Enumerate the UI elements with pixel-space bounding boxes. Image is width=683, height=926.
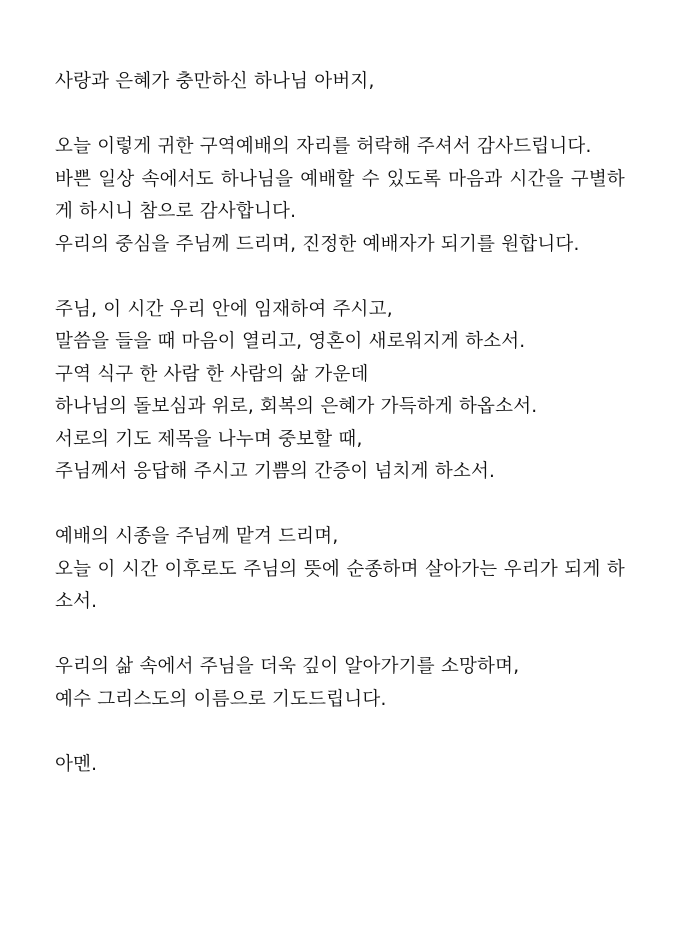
prayer-line: 우리의 삶 속에서 주님을 더욱 깊이 알아가기를 소망하며, <box>55 656 520 677</box>
prayer-line: 주님, 이 시간 우리 안에 임재하여 주시고, <box>55 298 393 320</box>
prayer-document <box>55 66 625 814</box>
prayer-line: 우리의 중심을 주님께 드리며, 진정한 예배자가 되기를 원합니다. <box>55 233 580 255</box>
prayer-line: 오늘 이 시간 이후로도 주님의 뜻에 순종하며 살아가는 우리가 되게 하소서. <box>55 558 625 612</box>
prayer-line: 서로의 기도 제목을 나누며 중보할 때, <box>55 428 363 450</box>
prayer-paragraph-dedication <box>55 521 625 619</box>
prayer-paragraph-thanksgiving <box>55 131 625 261</box>
prayer-line: 오늘 이렇게 귀한 구역예배의 자리를 허락해 주셔서 감사드립니다. <box>55 136 592 157</box>
prayer-line: 아멘. <box>55 753 98 775</box>
prayer-line: 사랑과 은혜가 충만하신 하나님 아버지, <box>55 71 375 92</box>
prayer-paragraph-amen <box>55 749 625 782</box>
prayer-paragraph-closing <box>55 651 625 716</box>
prayer-line: 바쁜 일상 속에서도 하나님을 예배할 수 있도록 마음과 시간을 구별하게 하시니 참으로 감사합니다. <box>55 168 625 222</box>
prayer-line: 주님께서 응답해 주시고 기쁨의 간증이 넘치게 하소서. <box>55 461 496 482</box>
prayer-paragraph-petition <box>55 294 625 489</box>
prayer-line: 말씀을 들을 때 마음이 열리고, 영혼이 새로워지게 하소서. <box>55 331 526 352</box>
prayer-line: 구역 식구 한 사람 한 사람의 삶 가운데 <box>55 363 369 385</box>
prayer-line: 하나님의 돌보심과 위로, 회복의 은혜가 가득하게 하옵소서. <box>55 396 538 417</box>
prayer-line: 예수 그리스도의 이름으로 기도드립니다. <box>55 688 387 710</box>
prayer-line: 예배의 시종을 주님께 맡겨 드리며, <box>55 526 339 547</box>
prayer-paragraph-address <box>55 66 625 99</box>
